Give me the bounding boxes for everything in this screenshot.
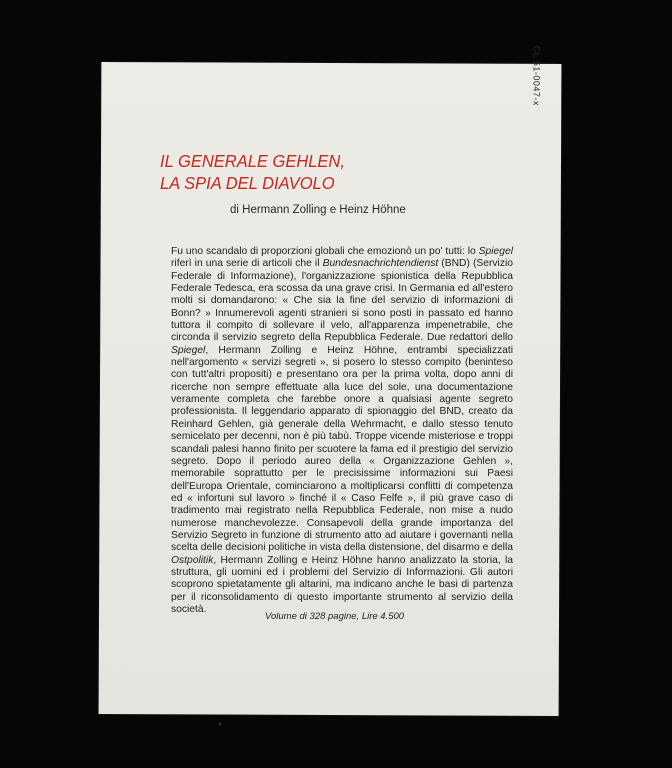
blurb-italic-bnd: Bundesnachrichtendienst [322, 258, 439, 270]
blurb-italic-spiegel: Spiegel [171, 344, 206, 356]
title-line-2: LA SPIA DEL DIAVOLO [160, 173, 335, 194]
authors-line: di Hermann Zolling e Heinz Höhne [230, 204, 406, 216]
title-line-1: IL GENERALE GEHLEN, [160, 152, 345, 172]
catalog-code: CL 51-0047-x [531, 45, 542, 106]
blurb-text: Fu uno scandalo di proporzioni globali che emozionò un po' tutti: lo [171, 246, 479, 257]
volume-info: Volume di 328 pagine, Lire 4.500 [265, 611, 405, 622]
blurb-text: , Hermann Zolling e Heinz Höhne hanno analizzato la storia, la struttura, gli uomini ed i problemi del Servizio di Informazioni. Gli autori scoprono spietatamente gli altarini, ma indicano anche le basi di partenza per il riconsolidamento di questo importante strumento al servizio della società. [171, 554, 513, 615]
blurb-italic-spiegel: Spiegel [478, 246, 513, 257]
book-title [160, 151, 460, 194]
blurb-paragraph [171, 246, 513, 616]
blurb-text: , Hermann Zolling e Heinz Höhne, entrambi specializzati nell'argomento « servizi segreti », si posero lo stesso compito (beninteso con tutt'altri propositi) e presentano ora per la prima volta, dopo anni di ricerche non sempre effettuate alla luce del sole, una documentazione veramente completa che farebbe onore a qualsiasi agente segreto professionista. Il leggendario apparato di spionaggio del BND, creato da Reinhard Gehlen, già generale della Wehrmacht, e dallo stesso tenuto semicelato per decenni, non è più tabù. Troppe vicende misteriose e troppi scandali palesi hanno finito per scuotere la fama ed il prestigio del servizio segreto. Dopo il periodo aureo della « Organizzazione Gehlen », memorabile soprattutto per le precisissime informazioni sui Paesi dell'Europa Orientale, cominciarono a moltiplicarsi conflitti di competenza ed « infortuni sul lavoro » finché il « Caso Felfe », il più grave caso di tradimento mai registrato nella Repubblica Federale, non mise a nudo numerose manchevolezze. Consapevoli della grande importanza del Servizio Segreto in funzione di strumento atto ad aiutare i governanti nella scelta delle decisioni politiche in vista della distensione, del disarmo e della [171, 344, 513, 554]
blurb-text: riferì in una serie di articoli che il [171, 258, 323, 270]
blurb-italic-ostpolitik: Ostpolitik [171, 554, 214, 566]
blurb-text: (BND) (Servizio Federale di Informazione), l'organizzazione spionistica della Repubblica Federale Tedesca, era scossa da una grave crisi. In Germania ed all'estero molti si domandarono: « Che sia la fine del servizio di informazioni di Bonn? » Innumerevoli agenti stranieri si sono posti in passato ed hanno tuttora il compito di sollevare il velo, all'apparenza impenetrabile, che circonda il servizio segreto della Repubblica Federale. Due redattori dello [171, 258, 513, 344]
paper-speck [219, 723, 222, 726]
